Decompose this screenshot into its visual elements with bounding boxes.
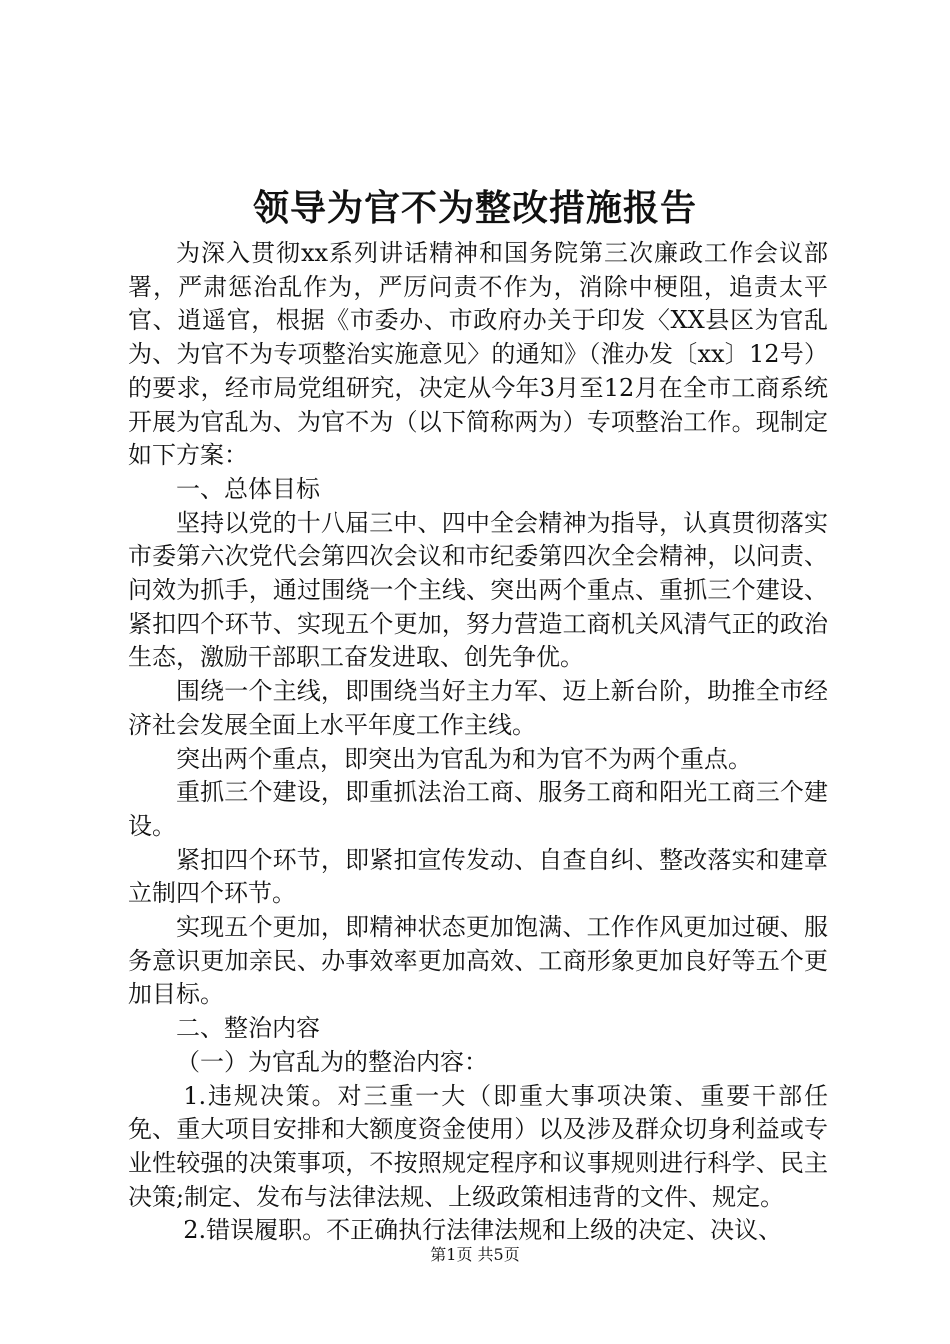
section-heading-2: 二、整治内容: [176, 1014, 320, 1043]
subsection-heading-1: （一）为官乱为的整治内容：: [176, 1047, 488, 1076]
paragraph-four-links: 紧扣四个环节，即紧扣宣传发动、自查自纠、整改落实和建章立制四个环节。: [128, 845, 828, 908]
document-title: 领导为官不为整改措施报告: [252, 187, 697, 229]
section-heading-1: 一、总体目标: [176, 474, 320, 503]
paragraph-main-line: 围绕一个主线，即围绕当好主力军、迈上新台阶，助推全市经济社会发展全面上水平年度工作主线。: [128, 677, 828, 739]
list-item-2: 2.错误履职。不正确执行法律法规和上级的决定、决议、: [183, 1216, 783, 1245]
document-body: [128, 237, 828, 1248]
paragraph-five-more: 实现五个更加，即精神状态更加饱满、工作作风更加过硬、服务意识更加亲民、办事效率更加高效、工商形象更加良好等五个更加目标。: [128, 913, 828, 1009]
paragraph-three-build: 重抓三个建设，即重抓法治工商、服务工商和阳光工商三个建设。: [128, 778, 828, 840]
paragraph-intro: 为深入贯彻xx系列讲话精神和国务院第三次廉政工作会议部署，严肃惩治乱作为，严厉问责不作为，消除中梗阻，追责太平官、逍遥官，根据《市委办、市政府办关于印发〈XX县区为官乱为、为官不为专项整治实施意见〉的通知》（淮办发〔xx〕12号）的要求，经市局党组研究，决定从今年3月至12月在全市工商系统开展为官乱为、为官不为（以下简称两为）专项整治工作。现制定如下方案：: [128, 239, 828, 470]
paragraph-goal: 坚持以党的十八届三中、四中全会精神为指导，认真贯彻落实市委第六次党代会第四次会议和市纪委第四次全会精神，以问责、问效为抓手，通过围绕一个主线、突出两个重点、重抓三个建设、紧扣四个环节、实现五个更加，努力营造工商机关风清气正的政治生态，激励干部职工奋发进取、创先争优。: [128, 508, 828, 672]
list-item-1: 1.违规决策。对三重一大（即重大事项决策、重要干部任免、重大项目安排和大额度资金使用）以及涉及群众切身利益或专业性较强的决策事项，不按照规定程序和议事规则进行科学、民主决策;制定、发布与法律法规、上级政策相违背的文件、规定。: [128, 1081, 828, 1211]
paragraph-two-focus: 突出两个重点，即突出为官乱为和为官不为两个重点。: [176, 744, 752, 773]
page-number-footer: 第1页 共5页: [430, 1245, 520, 1264]
